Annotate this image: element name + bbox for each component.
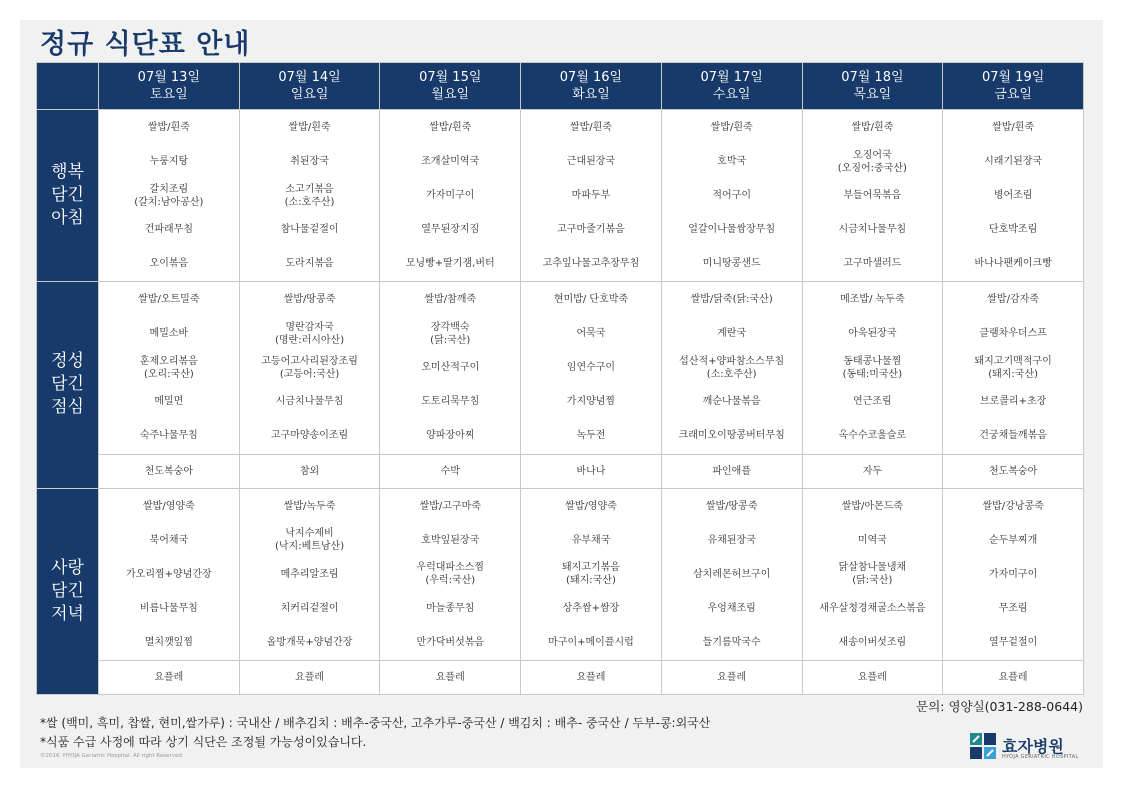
dessert-cell [802,454,943,488]
dessert-item: 참외 [299,465,320,477]
menu-item: 멸치깻잎찜 [144,636,193,648]
menu-item: 모닝빵+딸기잼,버터 [405,258,495,270]
menu-item: 건궁채들깨볶음 [979,430,1047,442]
menu-item: 북어채국 [149,534,189,546]
menu-item: 고구마샐러드 [843,258,902,270]
day-weekday: 월요일 [431,87,470,102]
menu-item: 임연수구이 [566,362,616,374]
menu-cell [99,282,240,454]
menu-item: 가오리찜+양념간장 [126,568,212,580]
menu-item: 쌀밥/고구마죽 [419,500,481,512]
menu-item: 쌀밥/감자죽 [987,294,1039,306]
menu-item: 돼지고기맥적구이 (돼지:국산) [974,355,1052,380]
menu-item: 녹두전 [576,430,606,442]
corner-cell [37,63,99,110]
hospital-logo [970,733,1080,765]
menu-item: 장각백숙 (닭:국산) [430,321,471,346]
menu-item: 쌀밥/흰죽 [429,122,472,134]
menu-item: 크래미오이땅콩버터무침 [678,430,785,442]
menu-item: 쌀밥/흰죽 [569,122,612,134]
day-date: 07월 13일 [137,70,201,85]
menu-item: 적어구이 [712,190,751,202]
menu-cell [521,488,662,660]
dessert-cell [521,454,662,488]
menu-item: 메추리알조림 [280,568,339,580]
menu-item: 삼치레몬허브구이 [693,568,771,580]
note-adjustment: *식품 수급 사정에 따라 상기 식단은 조정될 가능성이있습니다. [40,735,367,749]
menu-item: 새송이버섯조림 [838,636,907,648]
menu-item: 훈제오리볶음 (오리:국산) [139,355,198,380]
menu-item: 치커리겉절이 [280,602,339,614]
day-weekday: 토요일 [150,87,188,102]
dessert-cell [99,661,240,695]
menu-item: 미역국 [857,534,887,546]
menu-cell [380,110,521,282]
day-date: 07월 14일 [278,70,341,85]
day-header [239,63,380,110]
menu-item: 계란국 [717,328,747,340]
menu-item: 가자미구이 [426,190,475,202]
menu-cell [943,282,1084,454]
menu-item: 쌀밥/녹두죽 [283,500,336,512]
meal-row [37,282,1084,454]
menu-item: 숙주나물무침 [139,430,198,442]
menu-item: 우럭대파소스찜 (우럭:국산) [416,562,485,587]
menu-item: 쌀밥/땅콩죽 [705,500,758,512]
menu-cell [239,488,380,660]
menu-item: 가지양념찜 [566,396,616,408]
menu-item: 도토리묵무침 [421,396,480,408]
menu-item: 도라지볶음 [285,258,334,270]
menu-item: 건파래무침 [144,224,193,236]
menu-table [36,62,1084,695]
dessert-cell [661,454,802,488]
menu-cell [239,282,380,454]
day-weekday: 화요일 [572,87,610,102]
dessert-cell [239,661,380,695]
dessert-item: 천도복숭아 [144,465,193,477]
dessert-item: 천도복숭아 [988,465,1038,477]
dessert-cell [521,661,662,695]
menu-cell [943,110,1084,282]
menu-item: 순두부찌개 [988,534,1038,546]
meal-label: 사랑 담긴 저녁 [37,488,99,694]
menu-item: 유채된장국 [707,534,756,546]
menu-item: 조개살미역국 [421,156,480,168]
meal-label: 행복 담긴 아침 [37,110,99,282]
dessert-item: 요플레 [998,672,1028,683]
menu-item: 얼갈이나물쌈장무침 [688,224,776,236]
menu-cell [943,488,1084,660]
menu-item: 만가닥버섯볶음 [416,636,485,648]
dessert-row [37,661,1084,695]
menu-item: 연근조림 [853,396,892,408]
menu-item: 근대된장국 [566,156,616,168]
dessert-cell [380,454,521,488]
menu-item: 시래기된장국 [984,156,1043,168]
menu-cell [380,488,521,660]
menu-item: 호박국 [717,156,747,168]
dessert-cell [943,661,1084,695]
menu-item: 아욱된장국 [848,328,897,340]
day-header [802,63,943,110]
menu-item: 부들어묵볶음 [843,190,902,202]
menu-cell [99,110,240,282]
menu-cell [521,282,662,454]
menu-item: 쌀밥/영양죽 [143,500,195,512]
menu-item: 마늘종무침 [426,602,475,614]
menu-cell [802,110,943,282]
dessert-item: 요플레 [295,672,325,683]
menu-item: 우엉채조림 [707,602,756,614]
meal-row [37,110,1084,282]
menu-item: 병어조림 [993,190,1033,202]
dessert-item: 요플레 [154,672,184,683]
menu-item: 쌀밥/흰죽 [851,122,894,134]
menu-cell [661,488,802,660]
menu-item: 쌀밥/참깨죽 [424,294,477,306]
menu-item: 유부채국 [571,534,611,546]
hospital-logo-subtitle: HYOJA GERIATRIC HOSPITAL [1002,754,1079,760]
dessert-row [37,454,1084,488]
menu-cell [99,488,240,660]
menu-cell [661,110,802,282]
dessert-item: 요플레 [717,672,747,683]
menu-item: 메밀소바 [149,328,189,340]
menu-cell [380,282,521,454]
menu-item: 오징어국 (오징어:중국산) [837,149,907,174]
day-date: 07월 15일 [419,70,482,85]
dessert-cell [802,661,943,695]
menu-item: 열무된장지짐 [421,224,480,236]
menu-item: 쌀밥/아몬드죽 [841,500,904,512]
header-row [37,63,1084,110]
menu-item: 고등어고사리된장조림 (고등어:국산) [261,355,358,380]
day-date: 07월 19일 [981,70,1045,85]
menu-item: 새우살청경채굴소스볶음 [819,602,926,614]
menu-item: 옥수수코울슬로 [838,430,907,442]
contact-info: 문의: 영양실(031-288-0644) [916,699,1083,714]
day-header [661,63,802,110]
menu-item: 갈치조림 (갈치:남아공산) [134,183,204,208]
menu-item: 메밀면 [154,396,184,408]
menu-item: 바나나팬케이크빵 [974,258,1052,270]
dessert-cell [239,454,380,488]
menu-item: 쌀밥/흰죽 [288,122,331,134]
menu-item: 누룽지탕 [149,156,189,168]
menu-item: 명란감자국 (명란:러시아산) [274,321,345,346]
menu-cell [802,282,943,454]
day-date: 07월 16일 [559,70,623,85]
menu-item: 상추쌈+쌈장 [562,602,620,614]
hospital-logo-icon [970,733,996,759]
dessert-item: 요플레 [857,672,887,683]
menu-item: 쌀밥/오트밀죽 [138,294,200,306]
menu-item: 호박잎된장국 [421,534,480,546]
menu-item: 클램차우더스프 [979,328,1047,340]
day-weekday: 일요일 [290,87,329,102]
menu-item: 참나물겉절이 [280,224,339,236]
menu-item: 단호박조림 [988,224,1038,236]
menu-item: 고구마양송이조림 [270,430,349,442]
menu-item: 마구이+메이플시럽 [548,636,634,648]
menu-item: 열무겉절이 [988,636,1038,648]
menu-item: 양파장아찌 [426,430,475,442]
menu-item: 마파두부 [571,190,611,202]
menu-cell [239,110,380,282]
page-title: 정규 식단표 안내 [40,29,251,60]
menu-cell [802,488,943,660]
menu-cell [521,110,662,282]
menu-item: 고추잎나물고추장무침 [542,258,640,270]
day-date: 07월 18일 [841,70,904,85]
dessert-cell [99,454,240,488]
menu-item: 닭살참나물냉채 (닭:국산) [838,562,907,587]
dessert-cell [380,661,521,695]
meal-row [37,488,1084,660]
menu-item: 무조림 [998,602,1028,614]
day-header [943,63,1084,110]
day-date: 07월 17일 [700,70,763,85]
menu-item: 브로콜리+초장 [979,396,1047,408]
menu-item: 낙지수제비 (낙지:베트남산) [274,528,345,553]
menu-item: 비름나물무침 [139,602,198,614]
menu-item: 오미산적구이 [421,362,480,374]
menu-item: 쌀밥/흰죽 [147,122,190,134]
day-weekday: 금요일 [994,87,1032,102]
menu-item: 어묵국 [576,328,606,340]
menu-item: 취된장국 [290,156,329,168]
dessert-item: 파인애플 [712,465,751,477]
menu-item: 깨순나물볶음 [702,396,761,408]
menu-item: 올방개묵+양념간장 [266,636,353,648]
menu-item: 쌀밥/땅콩죽 [283,294,336,306]
menu-item: 쌀밥/흰죽 [992,122,1035,134]
meal-label: 정성 담긴 점심 [37,282,99,488]
menu-item: 동태콩나물찜 (동태:미국산) [842,355,903,380]
notes [40,714,710,752]
menu-item: 현미밥/ 단호박죽 [553,294,629,306]
menu-item: 소고기볶음 (소:호주산) [284,183,335,208]
menu-cell [661,282,802,454]
menu-item: 시금치나물무침 [275,396,344,408]
dessert-item: 수박 [440,465,460,477]
day-header [99,63,240,110]
dessert-item: 자두 [862,465,883,477]
copyright: ©2016. HYOJA Geriatric Hospital. All right Reserved. [40,753,184,759]
menu-item: 들기름막국수 [702,636,761,648]
day-header [521,63,662,110]
dessert-item: 요플레 [576,672,606,683]
hospital-logo-name: 효자병원 [1002,737,1064,756]
note-origin: *쌀 (백미, 흑미, 찹쌀, 현미,쌀가루) : 국내산 / 배추김치 : 배추-중국산, 고추가루-중국산 / 백김치 : 배추- 중국산 / 두부-콩:외국산 [40,716,711,730]
menu-item: 쌀밥/강낭콩죽 [982,500,1044,512]
menu-item: 미니땅콩샌드 [702,258,761,270]
menu-item: 돼지고기볶음 (돼지:국산) [561,562,620,587]
menu-item: 섭산적+양파참소스무침 (소:호주산) [679,355,785,380]
dessert-item: 바나나 [576,465,606,477]
day-weekday: 수요일 [712,87,751,102]
day-weekday: 목요일 [853,87,892,102]
menu-item: 고구마줄기볶음 [557,224,625,236]
dessert-cell [661,661,802,695]
menu-item: 메조밥/ 녹두죽 [840,294,905,306]
dessert-item: 요플레 [435,672,465,683]
day-header [380,63,521,110]
menu-item: 오이볶음 [149,258,189,270]
menu-item: 쌀밥/흰죽 [710,122,753,134]
dessert-cell [943,454,1084,488]
menu-item: 시금치나물무침 [838,224,907,236]
menu-item: 쌀밥/영양죽 [565,500,617,512]
menu-item: 쌀밥/닭죽(닭:국산) [690,294,773,306]
menu-item: 가자미구이 [988,568,1038,580]
